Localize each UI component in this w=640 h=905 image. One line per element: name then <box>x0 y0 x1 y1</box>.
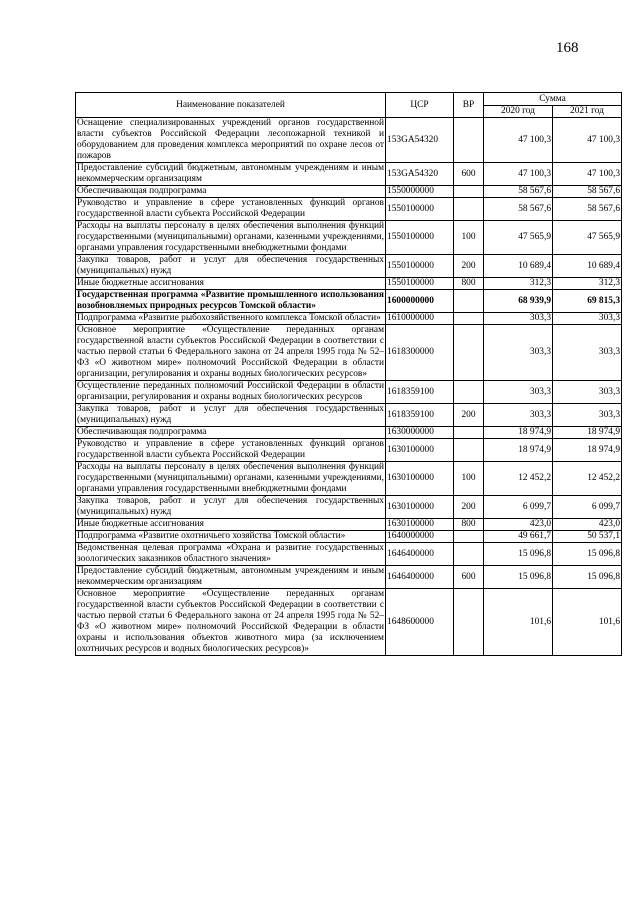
row-2021-cell: 58 567,6 <box>553 198 622 221</box>
page-number: 168 <box>556 40 579 56</box>
table-row <box>76 462 622 496</box>
row-csr-cell: 1550100000 <box>386 278 454 290</box>
row-name-cell: Оснащение специализированных учреждений органов государственной власти субъектов Российской Федерации лесопожарной техникой и оборудованием для проведения комплекса мероприятий по охране лесов от пожаров <box>77 118 384 161</box>
row-csr-cell: 1646400000 <box>386 543 454 566</box>
row-2020-cell: 303,3 <box>484 313 553 325</box>
row-2020-cell: 18 974,9 <box>484 439 553 462</box>
row-csr-cell: 1550100000 <box>386 198 454 221</box>
row-name-cell: Ведомственная целевая программа «Охрана и развитие государственных зоологических заказников областного значения» <box>77 543 384 564</box>
row-vr-cell: 100 <box>454 221 484 255</box>
row-2020-cell: 47 565,9 <box>484 221 553 255</box>
row-vr-cell <box>454 313 484 325</box>
row-2021-cell: 101,6 <box>553 589 622 656</box>
header-name: Наименование показателей <box>76 93 386 118</box>
row-2020-cell: 47 100,3 <box>484 163 553 186</box>
row-csr-cell: 1550000000 <box>386 186 454 198</box>
row-2021-cell: 303,3 <box>553 381 622 404</box>
row-2021-cell: 50 537,1 <box>553 531 622 543</box>
table-row <box>76 313 622 325</box>
row-name-cell: Расходы на выплаты персоналу в целях обеспечения выполнения функций государственными (муниципальными) органами, казенными учреждениями, органами управления государственными внебюджетными фондами <box>77 462 384 494</box>
row-vr-cell <box>454 427 484 439</box>
row-csr-cell: 1646400000 <box>386 566 454 589</box>
table-row <box>76 290 622 313</box>
row-vr-cell <box>454 381 484 404</box>
row-2021-cell: 6 099,7 <box>553 496 622 519</box>
table-row <box>76 496 622 519</box>
row-2020-cell: 303,3 <box>484 325 553 381</box>
row-2020-cell: 58 567,6 <box>484 198 553 221</box>
header-sum: Сумма <box>484 93 622 106</box>
row-2020-cell: 6 099,7 <box>484 496 553 519</box>
row-2020-cell: 303,3 <box>484 404 553 427</box>
row-name-cell: Обеспечивающая подпрограмма <box>76 427 386 439</box>
row-2020-cell: 47 100,3 <box>484 118 553 163</box>
row-name-cell: Основное мероприятие «Осуществление переданных органам государственной власти субъектов Российской Федерации в соответствии с частью первой статьи 6 Федерального закона от 24 апреля 1995 года № 52–ФЗ «О животном мире» полномочий Российской Федерации в области охраны и использования объектов животного мира (за исключением охотничьих ресурсов и водных биологических ресурсов)» <box>77 589 384 654</box>
table-row <box>76 118 622 163</box>
header-csr: ЦСР <box>386 93 454 118</box>
row-csr-cell: 1630000000 <box>386 427 454 439</box>
table-body <box>76 118 622 656</box>
row-name-cell: Иные бюджетные ассигнования <box>76 519 386 531</box>
row-vr-cell: 800 <box>454 519 484 531</box>
row-2020-cell: 58 567,6 <box>484 186 553 198</box>
row-name-cell: Иные бюджетные ассигнования <box>76 278 386 290</box>
row-2021-cell: 15 096,8 <box>553 543 622 566</box>
row-csr-cell: 1630100000 <box>386 496 454 519</box>
row-name-cell: Предоставление субсидий бюджетным, автономным учреждениям и иным некоммерческим организациям <box>77 566 384 587</box>
table-row <box>76 163 622 186</box>
row-csr-cell: 1640000000 <box>386 531 454 543</box>
row-2021-cell: 303,3 <box>553 404 622 427</box>
row-vr-cell: 100 <box>454 462 484 496</box>
row-2020-cell: 68 939,9 <box>484 290 553 313</box>
table-row <box>76 221 622 255</box>
table-row <box>76 278 622 290</box>
row-csr-cell: 1630100000 <box>386 462 454 496</box>
table-row <box>76 404 622 427</box>
row-2021-cell: 423,0 <box>553 519 622 531</box>
row-csr-cell: 1618359100 <box>386 404 454 427</box>
row-2021-cell: 47 100,3 <box>553 163 622 186</box>
row-name-cell: Государственная программа «Развитие промышленного использования возобновляемых природных ресурсов Томской области» <box>77 290 384 311</box>
row-vr-cell: 600 <box>454 566 484 589</box>
row-vr-cell: 200 <box>454 255 484 278</box>
row-name-cell: Расходы на выплаты персоналу в целях обеспечения выполнения функций государственными (муниципальными) органами, казенными учреждениями, органами управления государственными внебюджетными фондами <box>77 221 384 253</box>
row-vr-cell <box>454 325 484 381</box>
row-2021-cell: 58 567,6 <box>553 186 622 198</box>
row-2020-cell: 18 974,9 <box>484 427 553 439</box>
row-name-cell: Руководство и управление в сфере установленных функций органов государственной власти субъекта Российской Федерации <box>77 439 384 460</box>
row-vr-cell <box>454 589 484 656</box>
row-csr-cell: 1550100000 <box>386 221 454 255</box>
table-row <box>76 566 622 589</box>
header-year-2021: 2021 год <box>553 106 622 118</box>
row-vr-cell: 800 <box>454 278 484 290</box>
row-vr-cell <box>454 543 484 566</box>
row-2020-cell: 49 661,7 <box>484 531 553 543</box>
row-csr-cell: 1600000000 <box>386 290 454 313</box>
row-name-cell: Подпрограмма «Развитие охотничьего хозяйства Томской области» <box>76 531 386 543</box>
table-row <box>76 381 622 404</box>
header-vr: ВР <box>454 93 484 118</box>
row-csr-cell: 1618359100 <box>386 381 454 404</box>
row-2020-cell: 12 452,2 <box>484 462 553 496</box>
row-name-cell: Закупка товаров, работ и услуг для обеспечения государственных (муниципальных) нужд <box>77 404 384 425</box>
row-2021-cell: 18 974,9 <box>553 427 622 439</box>
table-row <box>76 198 622 221</box>
row-csr-cell: 1630100000 <box>386 519 454 531</box>
row-2021-cell: 312,3 <box>553 278 622 290</box>
row-vr-cell <box>454 531 484 543</box>
table-row <box>76 427 622 439</box>
row-name-cell: Подпрограмма «Развитие рыбохозяйственного комплекса Томской области» <box>76 313 386 325</box>
row-vr-cell <box>454 118 484 163</box>
table-row <box>76 325 622 381</box>
row-name-cell: Закупка товаров, работ и услуг для обеспечения государственных (муниципальных) нужд <box>77 255 384 276</box>
row-2021-cell: 69 815,3 <box>553 290 622 313</box>
table-row <box>76 255 622 278</box>
row-2021-cell: 303,3 <box>553 313 622 325</box>
row-2021-cell: 303,3 <box>553 325 622 381</box>
row-name-cell: Обеспечивающая подпрограмма <box>76 186 386 198</box>
table-row <box>76 531 622 543</box>
table-row <box>76 589 622 656</box>
row-name-cell: Основное мероприятие «Осуществление переданных органам государственной власти субъектов Российской Федерации в соответствии с частью первой статьи 6 Федерального закона от 24 апреля 1995 года № 52–ФЗ «О животном мире» полномочий Российской Федерации в области организации, регулирования и охраны водных биологических ресурсов» <box>77 325 384 379</box>
row-vr-cell: 200 <box>454 496 484 519</box>
row-csr-cell: 1618300000 <box>386 325 454 381</box>
row-2020-cell: 423,0 <box>484 519 553 531</box>
row-name-cell: Предоставление субсидий бюджетным, автономным учреждениям и иным некоммерческим организациям <box>77 163 384 184</box>
row-vr-cell: 200 <box>454 404 484 427</box>
table-header <box>76 93 622 118</box>
row-csr-cell: 1630100000 <box>386 439 454 462</box>
row-2021-cell: 47 100,3 <box>553 118 622 163</box>
row-2020-cell: 15 096,8 <box>484 566 553 589</box>
row-csr-cell: 153GA54320 <box>386 118 454 163</box>
row-2021-cell: 18 974,9 <box>553 439 622 462</box>
row-csr-cell: 1610000000 <box>386 313 454 325</box>
row-2021-cell: 10 689,4 <box>553 255 622 278</box>
row-2021-cell: 12 452,2 <box>553 462 622 496</box>
row-2020-cell: 101,6 <box>484 589 553 656</box>
row-csr-cell: 1648600000 <box>386 589 454 656</box>
row-2020-cell: 303,3 <box>484 381 553 404</box>
table-row <box>76 519 622 531</box>
row-csr-cell: 1550100000 <box>386 255 454 278</box>
row-2020-cell: 15 096,8 <box>484 543 553 566</box>
row-name-cell: Закупка товаров, работ и услуг для обеспечения государственных (муниципальных) нужд <box>77 496 384 517</box>
table-row <box>76 439 622 462</box>
row-vr-cell <box>454 439 484 462</box>
row-vr-cell <box>454 186 484 198</box>
table-row <box>76 186 622 198</box>
row-name-cell: Руководство и управление в сфере установленных функций органов государственной власти субъекта Российской Федерации <box>77 198 384 219</box>
row-csr-cell: 153GA54320 <box>386 163 454 186</box>
table-row <box>76 543 622 566</box>
row-2020-cell: 10 689,4 <box>484 255 553 278</box>
row-2020-cell: 312,3 <box>484 278 553 290</box>
row-2021-cell: 47 565,9 <box>553 221 622 255</box>
header-year-2020: 2020 год <box>484 106 553 118</box>
row-vr-cell: 600 <box>454 163 484 186</box>
row-vr-cell <box>454 198 484 221</box>
row-name-cell: Осуществление переданных полномочий Российской Федерации в области организации, регулирования и охраны водных биологических ресурсов <box>77 381 384 402</box>
row-2021-cell: 15 096,8 <box>553 566 622 589</box>
row-vr-cell <box>454 290 484 313</box>
budget-table <box>75 92 622 656</box>
